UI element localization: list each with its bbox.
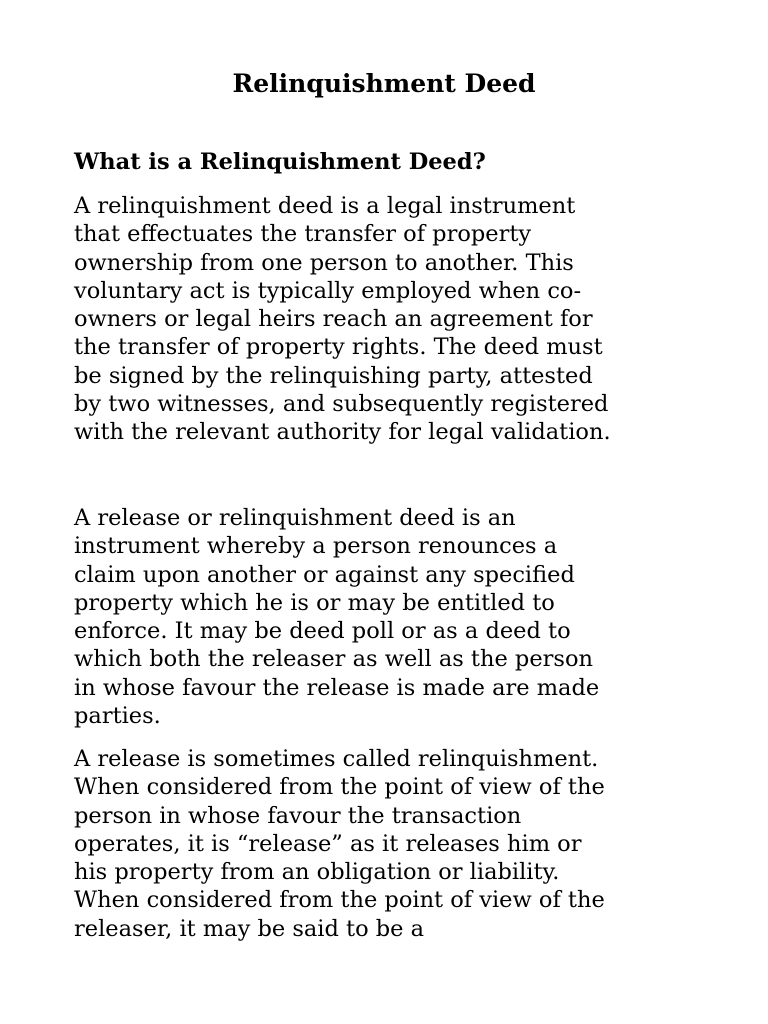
- text-line: his property from an obligation or liability.: [74, 859, 560, 886]
- paragraph-release-perspective: [74, 745, 714, 943]
- text-line: which both the releaser as well as the person: [74, 646, 593, 673]
- text-line: in whose favour the release is made are made: [74, 674, 600, 701]
- text-line: parties.: [74, 703, 161, 730]
- text-line: claim upon another or against any specified: [74, 561, 575, 588]
- text-line: instrument whereby a person renounces a: [74, 533, 558, 560]
- text-line: be signed by the relinquishing party, attested: [74, 362, 593, 389]
- text-line: operates, it is “release” as it releases him or: [74, 830, 582, 857]
- text-line: person in whose favour the transaction: [74, 802, 522, 829]
- text-line: ownership from one person to another. This: [74, 249, 574, 276]
- text-line: property which he is or may be entitled to: [74, 589, 555, 616]
- text-line: A release or relinquishment deed is an: [74, 505, 516, 531]
- text-line: releaser, it may be said to be a: [74, 915, 425, 942]
- document-title: Relinquishment Deed: [232, 69, 536, 98]
- text-line: enforce. It may be deed poll or as a deed to: [74, 618, 571, 645]
- paragraph-definition: [74, 192, 714, 447]
- text-line: the transfer of property rights. The deed must: [74, 334, 603, 361]
- text-line: When considered from the point of view of the: [74, 774, 605, 801]
- paragraph-release-definition: [74, 504, 714, 730]
- text-line: owners or legal heirs reach an agreement for: [74, 306, 593, 333]
- text-line: by two witnesses, and subsequently registered: [74, 391, 609, 418]
- text-line: with the relevant authority for legal validation.: [74, 419, 611, 446]
- text-line: A release is sometimes called relinquishment.: [74, 746, 599, 772]
- section-heading: What is a Relinquishment Deed?: [74, 149, 486, 175]
- text-line: When considered from the point of view of the: [74, 887, 605, 914]
- text-line: voluntary act is typically employed when co-: [74, 277, 582, 304]
- text-line: that effectuates the transfer of property: [74, 221, 532, 248]
- text-line: A relinquishment deed is a legal instrument: [74, 193, 576, 219]
